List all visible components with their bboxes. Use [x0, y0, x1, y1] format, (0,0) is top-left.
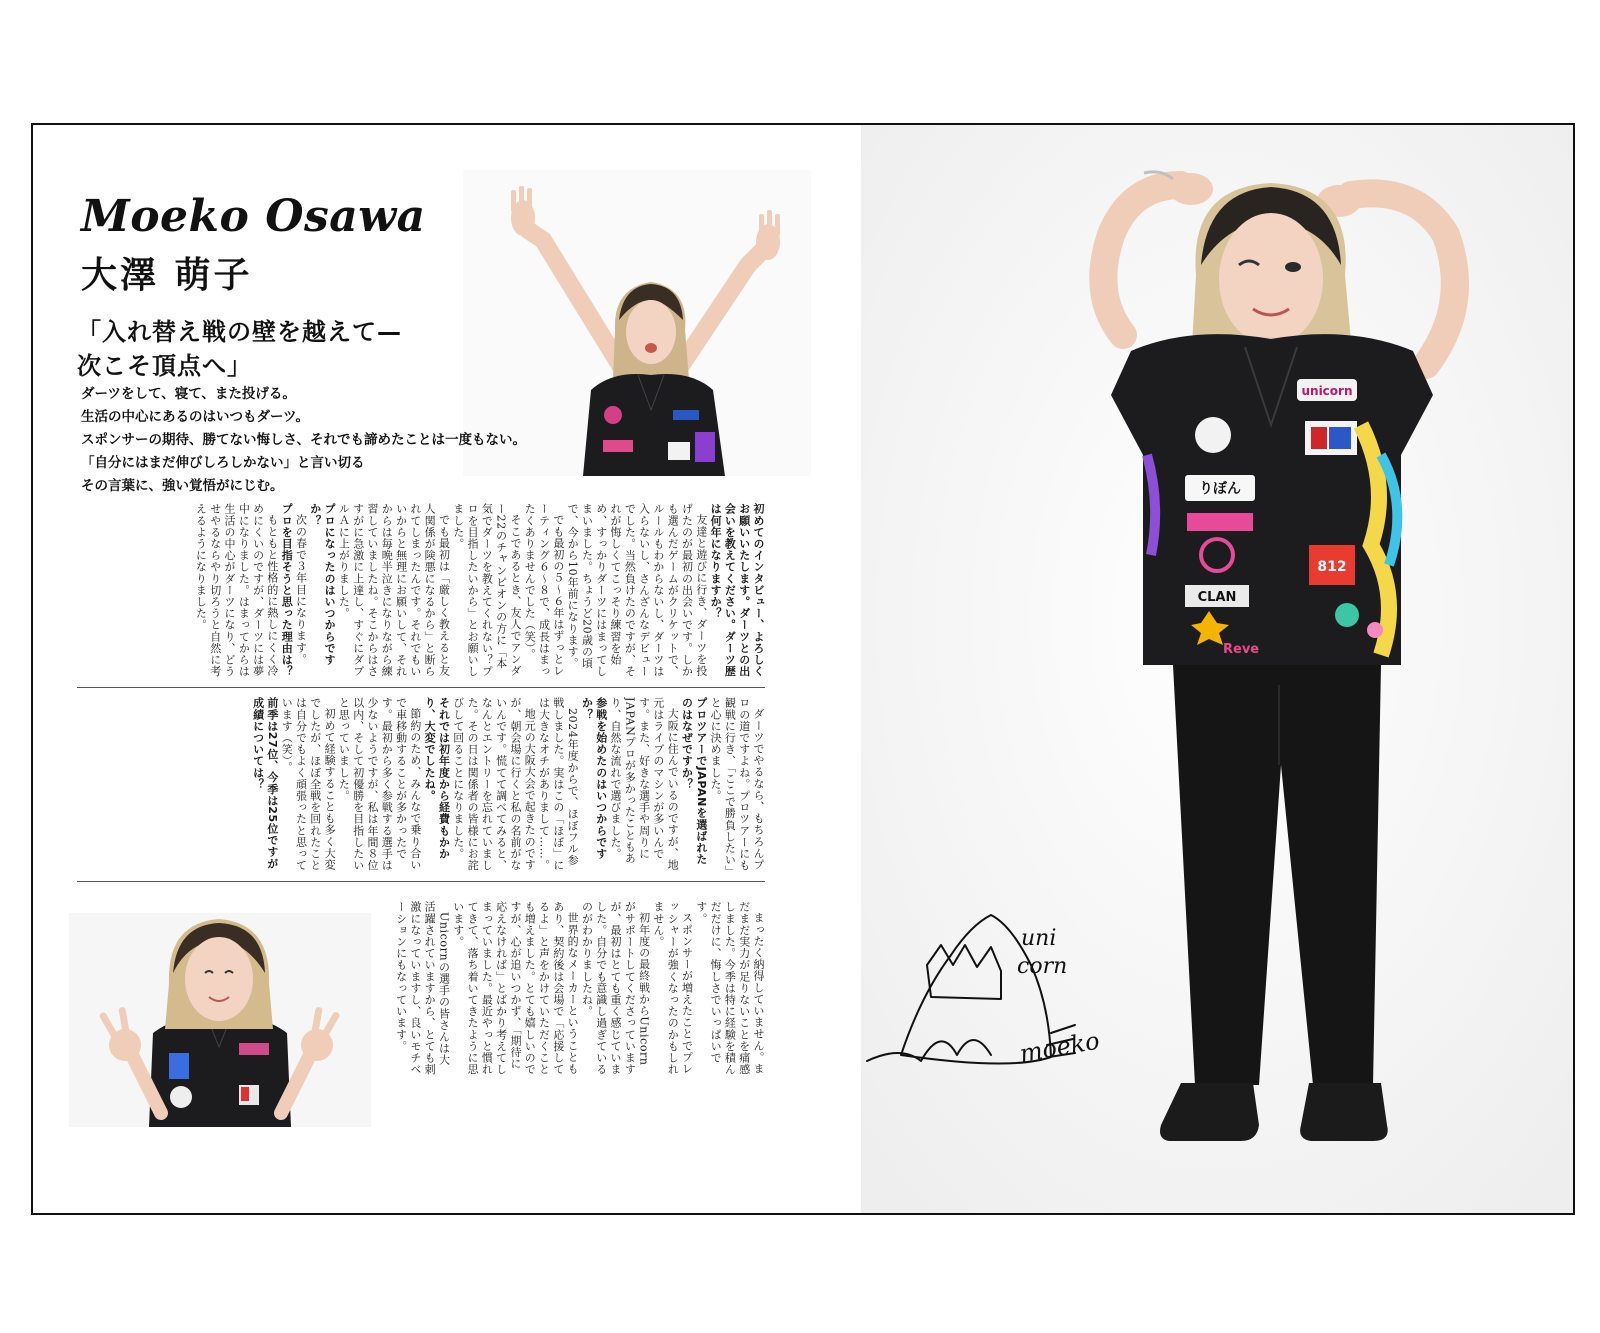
- article-lower-tier: [355, 901, 765, 1077]
- answer-text: 初年度の最終戦からUnicornがサポートしてくださっていますが、最初はとても重く感じていました。自分でも意識し過ぎているのがわかりましたね。: [580, 901, 651, 1075]
- shirt-logo-text: CLAN: [1197, 590, 1237, 605]
- answer-text: 地元の大阪大会で起きたのですが、朝会場に行くと私の名前がないんです。慌てて調べてみると、なんとエントリーを忘れていました。その日は関係者の皆様にお詫びして回ることになりました。: [451, 697, 537, 871]
- lead-paragraph: [81, 383, 561, 498]
- left-page: [33, 125, 861, 1213]
- magazine-spread: [31, 123, 1575, 1215]
- article-upper-tier: [77, 503, 765, 679]
- lead-line-1: ダーツをして、寝て、また投げる。: [81, 386, 296, 402]
- signature-line-2: corn: [1017, 954, 1068, 979]
- answer-text: 友達と遊びに行き、ダーツを投げたのが最初の出会いです。しかも選んだゲームがクリケットで、ルールもわからないし、ダーツは入らないし、さんざんなデビューでした。当然負けたのですが、それが悔しくてこっそり練習を始め、すっかりダーツにはまってしまいました。ちょうど20歳の頃で、今から10年前になります。: [566, 503, 708, 677]
- answer-text: 初めて経験することも多く大変でしたが、ほぼ全戦を回れたことは自分でもよく頑張ったと思っています（笑）。: [280, 697, 337, 871]
- question-text: 前季は27位、今季は25位ですが成績については？: [251, 697, 279, 870]
- answer-text: スポンサーが増えたことでプレッシャーが強くなったのかもしれません。: [651, 901, 694, 1075]
- answer-text: そこであるとき、友人でアンダー22のチャンピオンの方に「本気でダーツを教えてくれない？プロを目指したいから」とお願いしました。: [451, 503, 522, 677]
- question-text: 初めてのインタビュー、よろしくお願いいたします。ダーツとの出会いを教えてください。ダーツ歴は何年になりますか？: [709, 503, 765, 677]
- photo-peace-sign: [69, 913, 371, 1127]
- lead-line-5: その言葉に、強い覚悟がにじむ。: [81, 478, 284, 494]
- shirt-logo-text: 812: [1317, 559, 1347, 575]
- answer-text: 世界的なメーカーということもあり、契約後は会場で「応援してるよ」と声をかけていただくことも増えました。とても嬉しいのですが、心が追いつかず、「期待に応えなければ」とばかり考えてしまっていました。最近やっと慣れてきて、落ち着いてきたように思います。: [451, 901, 580, 1075]
- headline-line-1: 「入れ替え戦の壁を越えて—: [77, 318, 402, 346]
- photo-peace-sign-illustration: [69, 913, 371, 1127]
- shirt-logo-text: unicorn: [1301, 384, 1353, 398]
- shirt-logo-text: Reve: [1223, 642, 1260, 657]
- question-text: プロになったのはいつからですか？: [308, 503, 337, 666]
- answer-text: でも最初の５〜６年はずっとレーティング６〜８で、成長はまったくありませんでした（笑）。: [523, 503, 565, 677]
- headline-line-2: 次こそ頂点へ」: [77, 352, 252, 380]
- name-english: Moeko Osawa: [81, 191, 426, 242]
- signature-line-3: moeko: [1017, 1026, 1102, 1069]
- answer-text: まったく納得していません。まだまだ実力が足りないことを痛感しました。今季は特に経験を積んだだけに、悔しさでいっぱいです。: [694, 901, 765, 1075]
- question-text: それでは初年度から経費もかかり、大変でしたね。: [423, 697, 451, 860]
- autograph-signature: [861, 125, 1573, 1213]
- answer-text: もともと性格的に熱しにくく冷めにくいのですが、ダーツには夢中になりました。はまってからは生活の中心がダーツになり、どうせやるならやり切ろうと自然に考えるようになりました。: [194, 503, 279, 677]
- answer-text: 節約のため、みんなで乗り合いで車移動することが多かったです。最初から多く参戦する選手は少ないようですが、私は年間８位以内、そして初優勝を目指したいと思っていました。: [337, 697, 422, 871]
- tier-divider-1: [77, 687, 765, 688]
- signature-line-1: uni: [1021, 926, 1057, 951]
- tier-divider-2: [77, 881, 765, 882]
- question-text: プロを目指そうと思った理由は？: [280, 503, 294, 677]
- right-page-photo: [861, 125, 1573, 1213]
- lead-line-3: スポンサーの期待、勝てない悔しさ、それでも諦めたことは一度もない。: [81, 432, 526, 448]
- lead-line-4: 「自分にはまだ伸びしろしかない」と言い切る: [81, 455, 365, 471]
- name-japanese: 大澤 萌子: [81, 255, 253, 296]
- answer-text: Unicornの選手の皆さんは大活躍されていますから、とても刺激になっていますし、良いモチベーションにもなっています。: [394, 901, 451, 1075]
- answer-text: でも最初は「厳しく教えると友人関係が険悪になるから」と断られてしまったんです。それでもいいからと無理にお願いして、それからは毎晩半泣きになりながら練習していましたね。そこからはさすがに急激に上達し、すぐにダブルＡに上がりました。: [337, 503, 451, 677]
- question-text: プロツアーでJAPANを選ばれたのはなぜですか？: [680, 697, 708, 865]
- shirt-logo-text: りぼん: [1199, 481, 1241, 497]
- answer-text: 大阪に住んでいるのですが、地元はライブのマシンが多いんです。また、好きな選手や周りにJAPANプロが多かったこともあり、自然な流れで選びました。: [609, 697, 680, 871]
- headline: [77, 315, 457, 383]
- answer-text: 2024年度からで、ほぼフル参戦しました。実はこの「ほぼ」には大きなオチがありまして……。: [537, 697, 580, 871]
- question-text: 参戦を始めたのはいつからですか？: [580, 697, 608, 860]
- answer-text: 次の春で３年目になります。: [294, 514, 308, 665]
- answer-text: ダーツでやるなら、もちろんプロの道ですよね。プロツアーにも観戦に行き、「ここで勝負したい」と心に決めました。: [709, 697, 765, 872]
- lead-line-2: 生活の中心にあるのはいつもダーツ。: [81, 409, 310, 425]
- article-middle-tier: [77, 697, 765, 873]
